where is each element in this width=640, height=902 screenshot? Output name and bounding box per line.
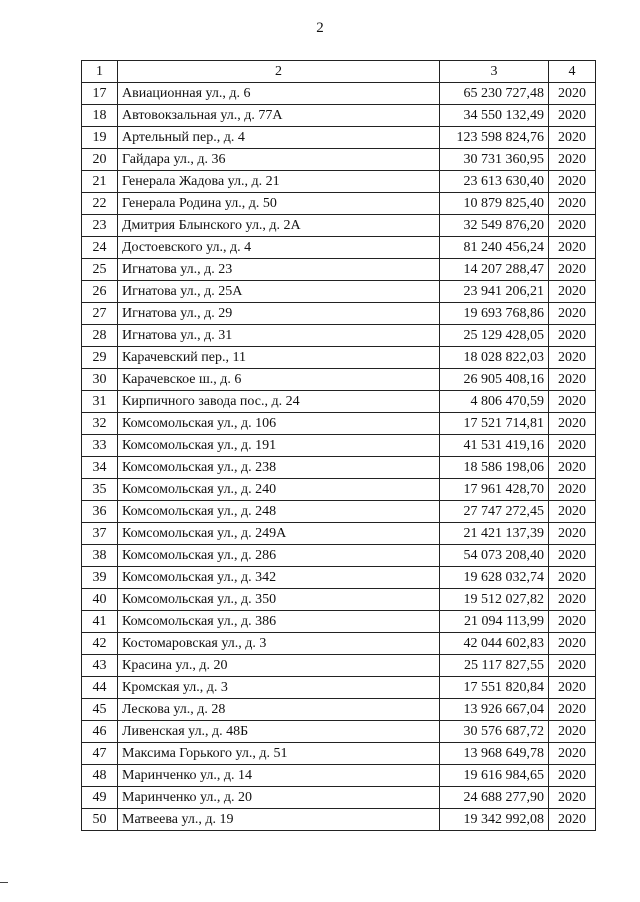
table-row — [82, 215, 596, 237]
amount-cell: 32 549 876,20 — [440, 215, 549, 237]
year-cell: 2020 — [549, 391, 596, 413]
amount-cell: 19 693 768,86 — [440, 303, 549, 325]
row-number: 48 — [82, 765, 118, 787]
row-number: 39 — [82, 567, 118, 589]
row-number: 43 — [82, 655, 118, 677]
address-cell: Матвеева ул., д. 19 — [118, 809, 440, 831]
row-number: 18 — [82, 105, 118, 127]
amount-cell: 23 613 630,40 — [440, 171, 549, 193]
address-cell: Комсомольская ул., д. 248 — [118, 501, 440, 523]
table-row — [82, 149, 596, 171]
table-row — [82, 589, 596, 611]
row-number: 28 — [82, 325, 118, 347]
address-cell: Комсомольская ул., д. 350 — [118, 589, 440, 611]
row-number: 33 — [82, 435, 118, 457]
row-number: 49 — [82, 787, 118, 809]
amount-cell: 81 240 456,24 — [440, 237, 549, 259]
year-cell: 2020 — [549, 809, 596, 831]
table-row — [82, 765, 596, 787]
amount-cell: 18 028 822,03 — [440, 347, 549, 369]
table-row — [82, 83, 596, 105]
amount-cell: 19 628 032,74 — [440, 567, 549, 589]
amount-cell: 13 926 667,04 — [440, 699, 549, 721]
year-cell: 2020 — [549, 259, 596, 281]
year-cell: 2020 — [549, 127, 596, 149]
address-cell: Комсомольская ул., д. 249А — [118, 523, 440, 545]
address-cell: Комсомольская ул., д. 240 — [118, 479, 440, 501]
amount-cell: 26 905 408,16 — [440, 369, 549, 391]
address-cell: Артельный пер., д. 4 — [118, 127, 440, 149]
year-cell: 2020 — [549, 149, 596, 171]
amount-cell: 18 586 198,06 — [440, 457, 549, 479]
table-row — [82, 743, 596, 765]
address-cell: Красина ул., д. 20 — [118, 655, 440, 677]
row-number: 34 — [82, 457, 118, 479]
header-row — [82, 61, 596, 83]
header-cell-amount: 3 — [440, 61, 549, 83]
amount-cell: 25 129 428,05 — [440, 325, 549, 347]
table-row — [82, 809, 596, 831]
address-cell: Кромская ул., д. 3 — [118, 677, 440, 699]
amount-cell: 17 961 428,70 — [440, 479, 549, 501]
address-cell: Лескова ул., д. 28 — [118, 699, 440, 721]
table-row — [82, 523, 596, 545]
amount-cell: 4 806 470,59 — [440, 391, 549, 413]
row-number: 37 — [82, 523, 118, 545]
row-number: 26 — [82, 281, 118, 303]
row-number: 25 — [82, 259, 118, 281]
amount-cell: 14 207 288,47 — [440, 259, 549, 281]
year-cell: 2020 — [549, 743, 596, 765]
amount-cell: 65 230 727,48 — [440, 83, 549, 105]
address-cell: Маринченко ул., д. 14 — [118, 765, 440, 787]
row-number: 50 — [82, 809, 118, 831]
amount-cell: 21 094 113,99 — [440, 611, 549, 633]
year-cell: 2020 — [549, 545, 596, 567]
row-number: 45 — [82, 699, 118, 721]
data-table — [81, 60, 596, 831]
table-row — [82, 787, 596, 809]
address-cell: Максима Горького ул., д. 51 — [118, 743, 440, 765]
table-row — [82, 501, 596, 523]
year-cell: 2020 — [549, 281, 596, 303]
table-row — [82, 413, 596, 435]
amount-cell: 13 968 649,78 — [440, 743, 549, 765]
amount-cell: 42 044 602,83 — [440, 633, 549, 655]
address-cell: Достоевского ул., д. 4 — [118, 237, 440, 259]
amount-cell: 10 879 825,40 — [440, 193, 549, 215]
year-cell: 2020 — [549, 215, 596, 237]
table-row — [82, 347, 596, 369]
year-cell: 2020 — [549, 787, 596, 809]
year-cell: 2020 — [549, 83, 596, 105]
amount-cell: 24 688 277,90 — [440, 787, 549, 809]
row-number: 23 — [82, 215, 118, 237]
amount-cell: 30 731 360,95 — [440, 149, 549, 171]
address-cell: Генерала Жадова ул., д. 21 — [118, 171, 440, 193]
amount-cell: 123 598 824,76 — [440, 127, 549, 149]
row-number: 27 — [82, 303, 118, 325]
amount-cell: 19 512 027,82 — [440, 589, 549, 611]
amount-cell: 17 521 714,81 — [440, 413, 549, 435]
address-cell: Комсомольская ул., д. 191 — [118, 435, 440, 457]
address-cell: Дмитрия Блынского ул., д. 2А — [118, 215, 440, 237]
row-number: 22 — [82, 193, 118, 215]
year-cell: 2020 — [549, 457, 596, 479]
year-cell: 2020 — [549, 171, 596, 193]
table-row — [82, 325, 596, 347]
address-cell: Костомаровская ул., д. 3 — [118, 633, 440, 655]
table-row — [82, 633, 596, 655]
amount-cell: 17 551 820,84 — [440, 677, 549, 699]
table-header — [82, 61, 596, 83]
table-row — [82, 369, 596, 391]
year-cell: 2020 — [549, 105, 596, 127]
year-cell: 2020 — [549, 721, 596, 743]
address-cell: Авиационная ул., д. 6 — [118, 83, 440, 105]
address-cell: Карачевское ш., д. 6 — [118, 369, 440, 391]
address-cell: Игнатова ул., д. 29 — [118, 303, 440, 325]
table-row — [82, 479, 596, 501]
year-cell: 2020 — [549, 567, 596, 589]
row-number: 31 — [82, 391, 118, 413]
header-cell-year: 4 — [549, 61, 596, 83]
row-number: 47 — [82, 743, 118, 765]
row-number: 30 — [82, 369, 118, 391]
row-number: 35 — [82, 479, 118, 501]
year-cell: 2020 — [549, 501, 596, 523]
year-cell: 2020 — [549, 303, 596, 325]
row-number: 36 — [82, 501, 118, 523]
address-cell: Игнатова ул., д. 25А — [118, 281, 440, 303]
address-cell: Маринченко ул., д. 20 — [118, 787, 440, 809]
table-row — [82, 567, 596, 589]
year-cell: 2020 — [549, 523, 596, 545]
year-cell: 2020 — [549, 655, 596, 677]
table-row — [82, 457, 596, 479]
table-row — [82, 435, 596, 457]
year-cell: 2020 — [549, 479, 596, 501]
address-cell: Генерала Родина ул., д. 50 — [118, 193, 440, 215]
year-cell: 2020 — [549, 369, 596, 391]
table-row — [82, 105, 596, 127]
amount-cell: 34 550 132,49 — [440, 105, 549, 127]
address-cell: Гайдара ул., д. 36 — [118, 149, 440, 171]
row-number: 20 — [82, 149, 118, 171]
table-row — [82, 303, 596, 325]
table-row — [82, 193, 596, 215]
address-cell: Комсомольская ул., д. 286 — [118, 545, 440, 567]
row-number: 38 — [82, 545, 118, 567]
row-number: 46 — [82, 721, 118, 743]
address-cell: Комсомольская ул., д. 238 — [118, 457, 440, 479]
table-row — [82, 677, 596, 699]
address-cell: Автовокзальная ул., д. 77А — [118, 105, 440, 127]
year-cell: 2020 — [549, 325, 596, 347]
row-number: 19 — [82, 127, 118, 149]
year-cell: 2020 — [549, 611, 596, 633]
address-cell: Комсомольская ул., д. 342 — [118, 567, 440, 589]
row-number: 40 — [82, 589, 118, 611]
amount-cell: 30 576 687,72 — [440, 721, 549, 743]
address-cell: Карачевский пер., 11 — [118, 347, 440, 369]
amount-cell: 19 616 984,65 — [440, 765, 549, 787]
year-cell: 2020 — [549, 237, 596, 259]
table-row — [82, 699, 596, 721]
amount-cell: 23 941 206,21 — [440, 281, 549, 303]
table-body — [82, 83, 596, 831]
row-number: 29 — [82, 347, 118, 369]
row-number: 21 — [82, 171, 118, 193]
address-cell: Кирпичного завода пос., д. 24 — [118, 391, 440, 413]
table-row — [82, 281, 596, 303]
table-row — [82, 611, 596, 633]
year-cell: 2020 — [549, 699, 596, 721]
year-cell: 2020 — [549, 765, 596, 787]
header-cell-address: 2 — [118, 61, 440, 83]
row-number: 17 — [82, 83, 118, 105]
table-row — [82, 259, 596, 281]
amount-cell: 25 117 827,55 — [440, 655, 549, 677]
amount-cell: 41 531 419,16 — [440, 435, 549, 457]
year-cell: 2020 — [549, 347, 596, 369]
address-cell: Игнатова ул., д. 31 — [118, 325, 440, 347]
amount-cell: 21 421 137,39 — [440, 523, 549, 545]
year-cell: 2020 — [549, 633, 596, 655]
address-cell: Комсомольская ул., д. 106 — [118, 413, 440, 435]
row-number: 44 — [82, 677, 118, 699]
year-cell: 2020 — [549, 413, 596, 435]
row-number: 32 — [82, 413, 118, 435]
row-number: 24 — [82, 237, 118, 259]
address-cell: Игнатова ул., д. 23 — [118, 259, 440, 281]
amount-cell: 54 073 208,40 — [440, 545, 549, 567]
table-row — [82, 655, 596, 677]
year-cell: 2020 — [549, 677, 596, 699]
page-number: 2 — [316, 20, 324, 36]
amount-cell: 27 747 272,45 — [440, 501, 549, 523]
row-number: 42 — [82, 633, 118, 655]
amount-cell: 19 342 992,08 — [440, 809, 549, 831]
table-row — [82, 237, 596, 259]
address-cell: Ливенская ул., д. 48Б — [118, 721, 440, 743]
year-cell: 2020 — [549, 193, 596, 215]
year-cell: 2020 — [549, 435, 596, 457]
table-row — [82, 391, 596, 413]
address-cell: Комсомольская ул., д. 386 — [118, 611, 440, 633]
table-row — [82, 127, 596, 149]
header-cell-number: 1 — [82, 61, 118, 83]
year-cell: 2020 — [549, 589, 596, 611]
table-row — [82, 545, 596, 567]
row-number: 41 — [82, 611, 118, 633]
table-row — [82, 171, 596, 193]
margin-mark — [0, 882, 8, 883]
table-row — [82, 721, 596, 743]
